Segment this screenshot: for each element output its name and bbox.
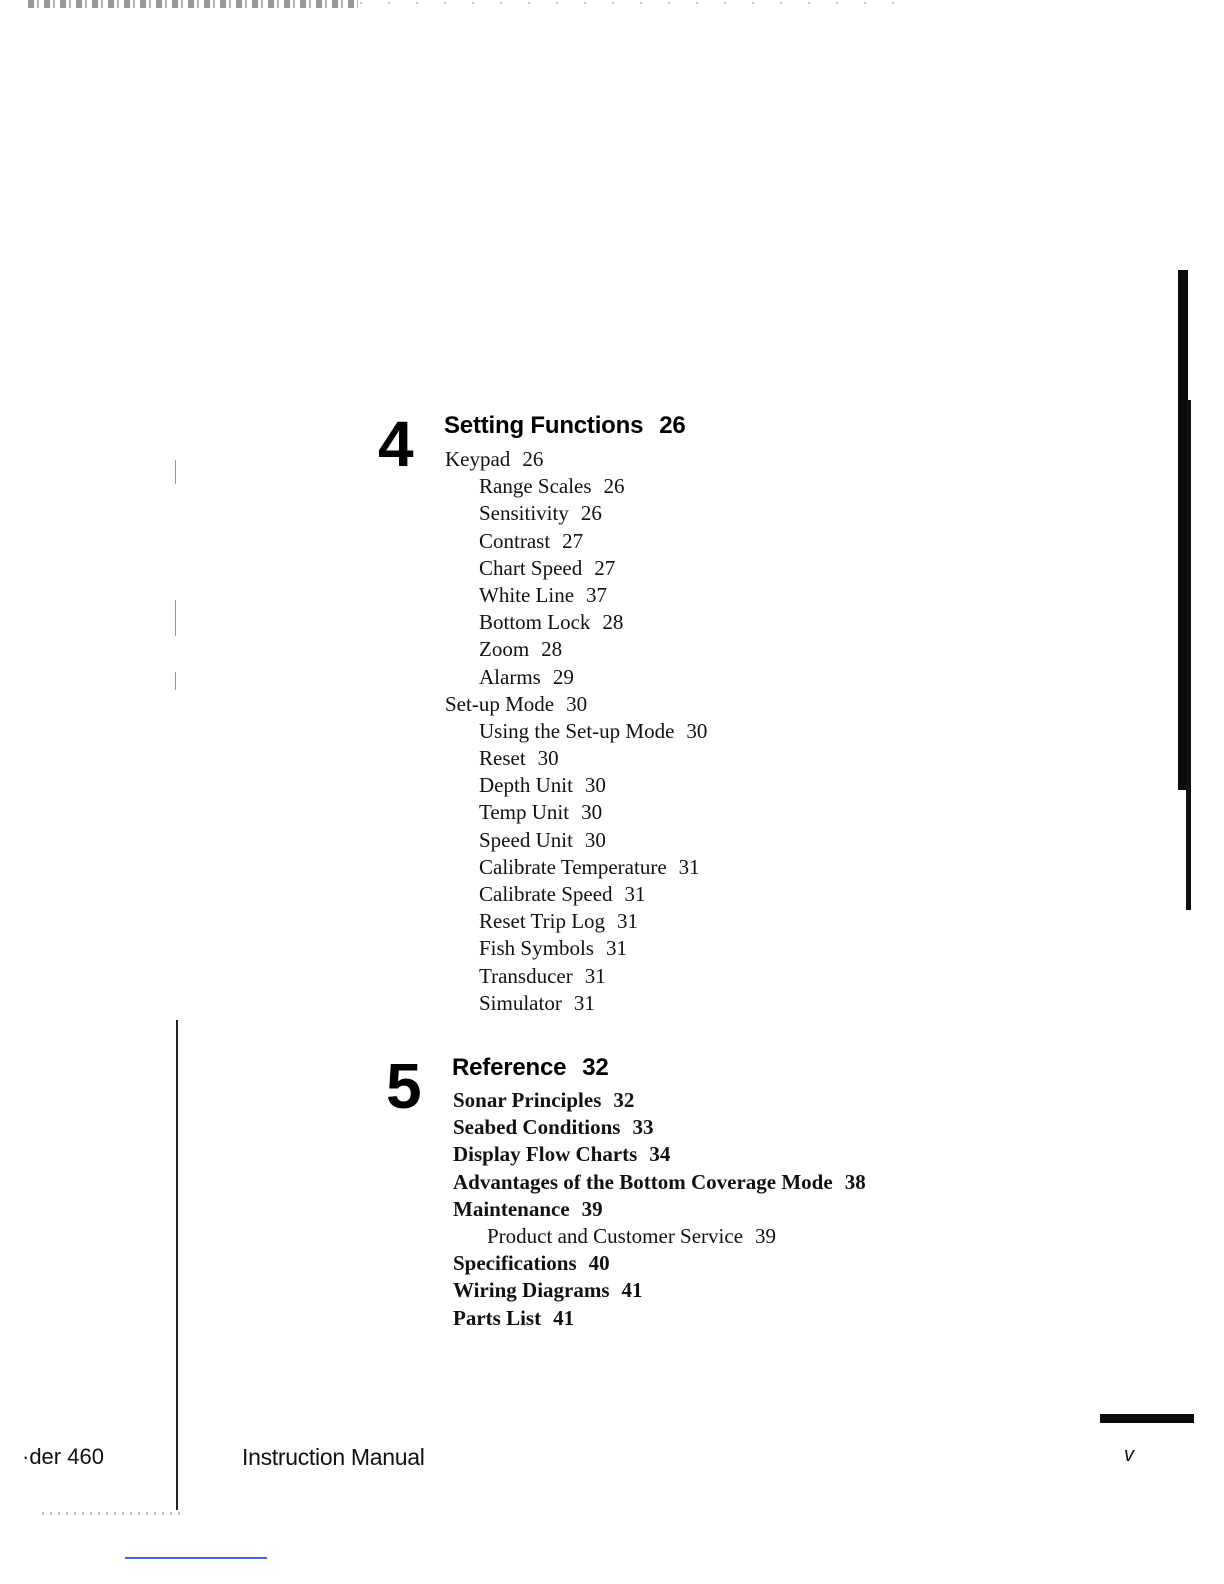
toc-entry-label: Seabed Conditions: [453, 1115, 621, 1140]
footer-rule: [1100, 1414, 1194, 1423]
binding-rule-fragment: [175, 672, 176, 690]
toc-entry[interactable]: [445, 935, 707, 962]
toc-entry-label: Temp Unit: [479, 800, 570, 825]
toc-entry[interactable]: [453, 1196, 866, 1223]
toc-entry-label: Contrast: [479, 528, 551, 553]
toc-entry[interactable]: [453, 1114, 866, 1141]
toc-entry-label: White Line: [479, 582, 575, 607]
toc-entry-label: Calibrate Speed: [479, 882, 613, 906]
toc-entry-label: Using the Set-up Mode: [479, 718, 675, 743]
toc-entry[interactable]: [445, 908, 707, 935]
toc-entry-page: 30: [686, 718, 708, 743]
toc-entry-page: 32: [613, 1088, 635, 1112]
toc-entry-label: Fish Symbols: [479, 936, 594, 961]
toc-entry-page: 41: [553, 1305, 575, 1330]
binding-rule-fragment: [175, 460, 176, 484]
toc-entry-label: Advantages of the Bottom Coverage Mode: [453, 1169, 833, 1194]
toc-entry-page: 30: [581, 800, 603, 825]
toc-entry-page: 37: [586, 582, 608, 607]
toc-entry-label: Depth Unit: [479, 773, 573, 798]
chapter-5-number: 5: [386, 1050, 422, 1122]
toc-entry-page: 31: [617, 909, 639, 934]
toc-entry-page: 29: [552, 664, 574, 689]
toc-entry-label: Maintenance: [453, 1196, 570, 1221]
toc-entry-label: Simulator: [479, 990, 562, 1015]
toc-entry[interactable]: [445, 528, 707, 555]
toc-entry-label: Zoom: [479, 637, 530, 662]
toc-entry-label: Reset: [479, 746, 526, 771]
toc-entry-label: Parts List: [453, 1305, 542, 1330]
thumb-index-bar-edge: [1186, 400, 1191, 910]
toc-entry[interactable]: [445, 609, 707, 636]
toc-entry[interactable]: [453, 1169, 866, 1196]
toc-entry[interactable]: [445, 582, 707, 609]
toc-entry[interactable]: [445, 990, 707, 1017]
toc-entry[interactable]: [453, 1223, 866, 1250]
chapter-4-heading[interactable]: [444, 412, 686, 440]
toc-entry[interactable]: [453, 1250, 866, 1277]
toc-entry-page: 38: [844, 1169, 866, 1194]
toc-entry-label: Reset Trip Log: [479, 909, 606, 934]
toc-entry[interactable]: [445, 827, 707, 854]
chapter-5-heading[interactable]: [452, 1054, 609, 1082]
toc-entry-page: 31: [573, 990, 595, 1015]
toc-entry[interactable]: [445, 745, 707, 772]
toc-entry-label: Sonar Principles: [453, 1088, 602, 1112]
toc-entry-page: 34: [649, 1142, 671, 1167]
toc-entry[interactable]: [453, 1305, 866, 1332]
toc-entry[interactable]: [445, 963, 707, 990]
chapter-4-number: 4: [378, 408, 414, 480]
toc-entry-page: 41: [621, 1278, 643, 1303]
toc-entry-label: Chart Speed: [479, 555, 583, 580]
toc-entry-label: Bottom Lock: [479, 610, 591, 635]
toc-entry-label: Speed Unit: [479, 827, 573, 852]
scan-artifact-blue-line: [125, 1557, 267, 1559]
toc-entry[interactable]: [445, 854, 707, 881]
chapter-4-title: Setting Functions: [444, 412, 644, 439]
scan-artifact-specks: [42, 1512, 182, 1515]
scan-artifact-dots: [360, 2, 920, 4]
toc-entry-page: 39: [581, 1196, 603, 1221]
toc-entry[interactable]: [445, 446, 707, 473]
toc-entry-page: 28: [541, 637, 563, 662]
toc-entry[interactable]: [453, 1087, 866, 1114]
toc-entry-page: 40: [588, 1251, 610, 1276]
toc-entry-page: 31: [624, 882, 646, 906]
toc-entry[interactable]: [445, 691, 707, 718]
chapter-5-entries: [453, 1087, 866, 1332]
toc-entry[interactable]: [453, 1141, 866, 1168]
toc-entry[interactable]: [445, 636, 707, 663]
toc-entry-label: Sensitivity: [479, 501, 569, 526]
binding-rule-fragment: [175, 600, 176, 636]
footer-product-name: ·der 460: [22, 1444, 104, 1469]
toc-entry-page: 31: [605, 936, 627, 961]
toc-entry-page: 31: [678, 854, 700, 879]
toc-entry[interactable]: [445, 664, 707, 691]
footer-document-title: Instruction Manual: [242, 1444, 425, 1470]
footer-page-number: v: [1124, 1444, 1134, 1466]
toc-entry[interactable]: [445, 718, 707, 745]
toc-entry-label: Transducer: [479, 963, 573, 988]
toc-entry-page: 26: [580, 501, 602, 526]
toc-entry-page: 30: [566, 691, 588, 716]
toc-entry-label: Set-up Mode: [445, 691, 555, 716]
toc-entry-page: 30: [584, 773, 606, 798]
toc-entry-page: 28: [602, 610, 624, 635]
toc-entry[interactable]: [445, 473, 707, 500]
toc-entry-page: 33: [632, 1115, 654, 1140]
toc-entry[interactable]: [445, 555, 707, 582]
toc-entry-page: 30: [537, 746, 559, 771]
scan-artifact-top: [28, 0, 358, 8]
toc-entry-label: Wiring Diagrams: [453, 1278, 610, 1303]
toc-entry-page: 26: [603, 474, 625, 499]
toc-entry-page: 27: [562, 528, 584, 553]
toc-entry-page: 30: [584, 827, 606, 852]
toc-entry[interactable]: [445, 799, 707, 826]
toc-entry[interactable]: [445, 772, 707, 799]
toc-entry-label: Product and Customer Service: [487, 1223, 744, 1248]
binding-rule: [176, 1020, 178, 1510]
toc-entry-label: Range Scales: [479, 474, 592, 499]
toc-entry-label: Keypad: [445, 447, 511, 471]
toc-entry-page: 39: [755, 1223, 777, 1248]
toc-entry[interactable]: [445, 500, 707, 527]
toc-entry[interactable]: [453, 1277, 866, 1304]
toc-entry-label: Calibrate Temperature: [479, 854, 667, 879]
chapter-4-page: 26: [659, 412, 686, 439]
chapter-5-title: Reference: [452, 1054, 567, 1081]
toc-entry-page: 26: [522, 447, 544, 471]
toc-entry-label: Specifications: [453, 1251, 577, 1276]
chapter-4-entries: [445, 446, 707, 1017]
toc-entry-label: Alarms: [479, 664, 541, 689]
toc-entry-page: 27: [594, 555, 616, 580]
toc-entry-page: 31: [584, 963, 606, 988]
toc-entry[interactable]: [445, 881, 707, 908]
toc-entry-label: Display Flow Charts: [453, 1142, 638, 1167]
chapter-5-page: 32: [582, 1054, 609, 1081]
